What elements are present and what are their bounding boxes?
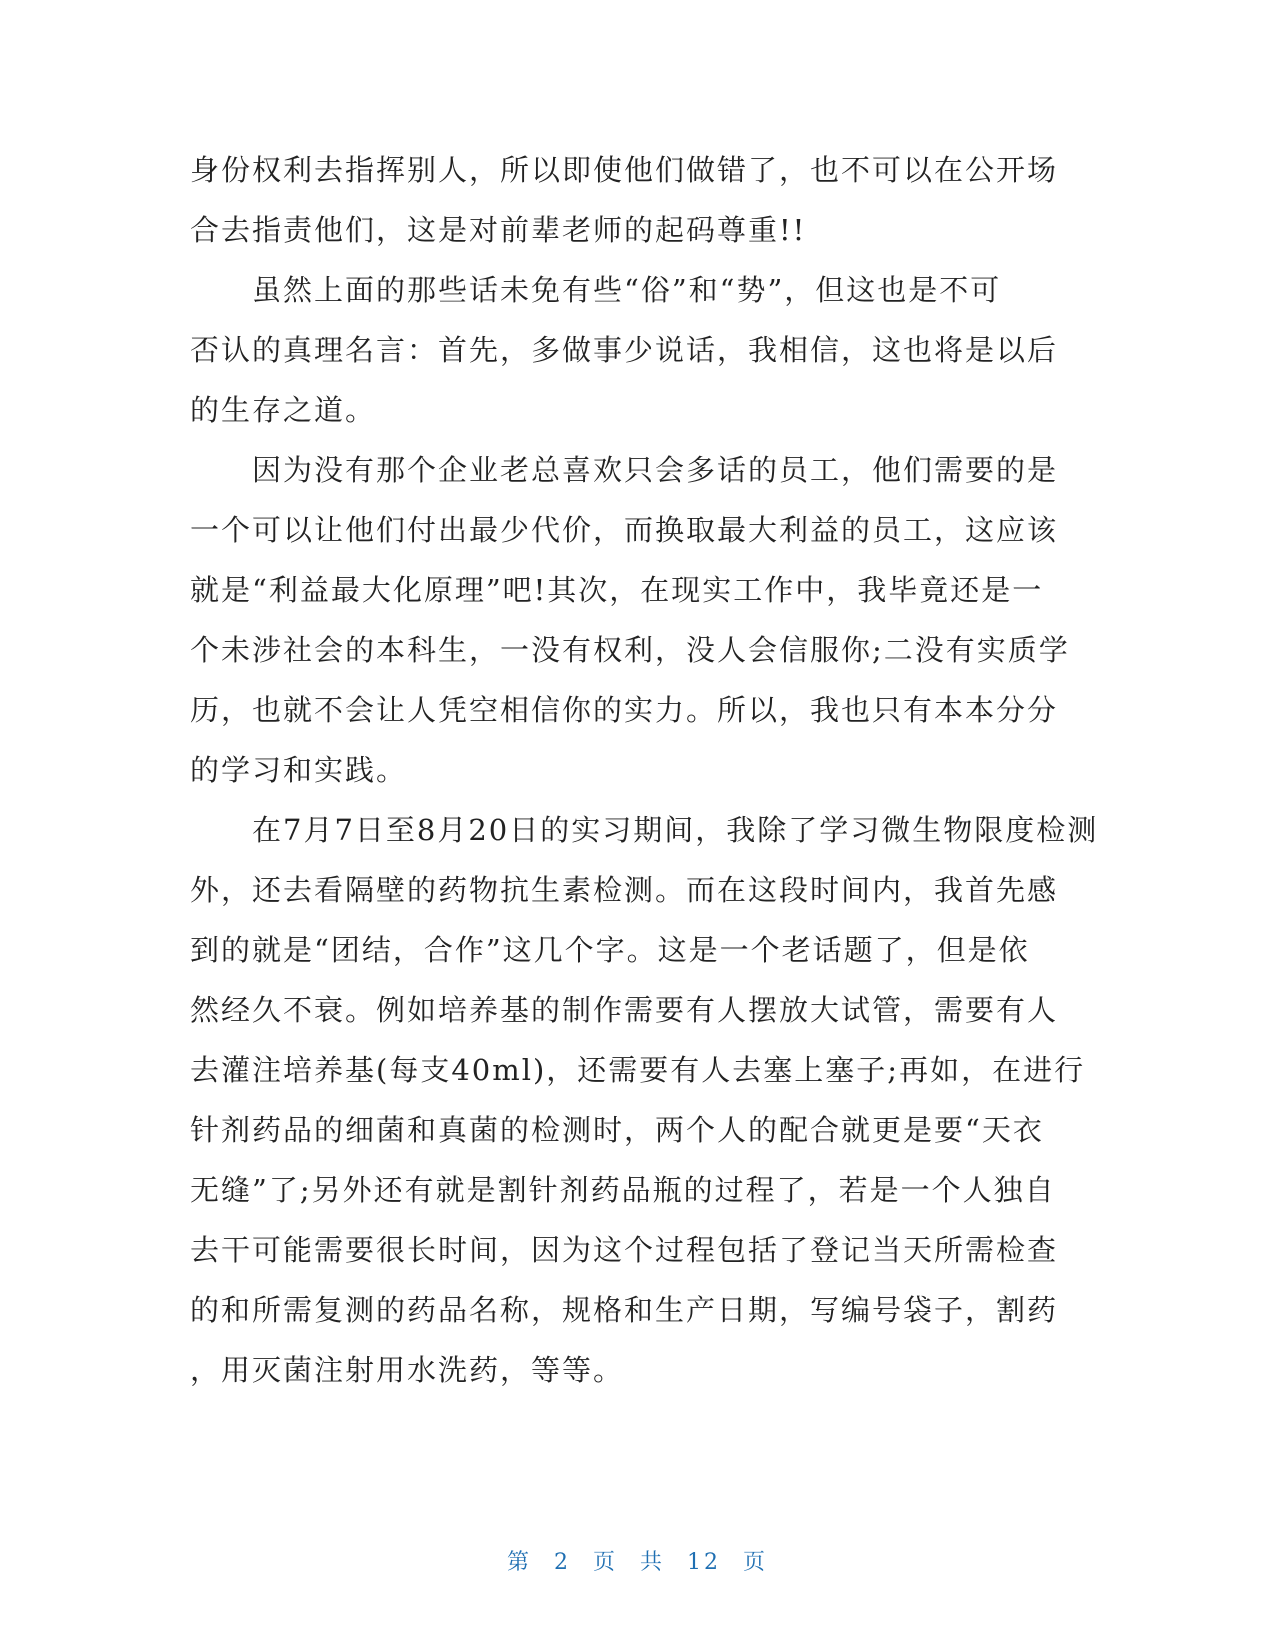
text-line: 虽然上面的那些话未免有些“俗”和“势”，但这也是不可	[190, 273, 1002, 307]
text-line: 否认的真理名言：首先，多做事少说话，我相信，这也将是以后	[190, 333, 1059, 367]
text-line: 去灌注培养基(每支40ml)，还需要有人去塞上塞子;再如，在进行	[190, 1053, 1086, 1087]
text-line: 去干可能需要很长时间，因为这个过程包括了登记当天所需检查	[190, 1233, 1059, 1267]
text-line: 到的就是“团结，合作”这几个字。这是一个老话题了，但是依	[190, 933, 1030, 967]
footer-total-pages: 12	[687, 1550, 722, 1575]
footer-current-page: 2	[553, 1550, 571, 1575]
text-line: 在7月7日至8月20日的实习期间，我除了学习微生物限度检测	[190, 813, 1099, 847]
footer-total-word: 共	[640, 1550, 666, 1575]
text-line: 个未涉社会的本科生，一没有权利，没人会信服你;二没有实质学	[190, 633, 1070, 667]
text-line: 合去指责他们，这是对前辈老师的起码尊重!!	[190, 213, 807, 247]
text-line: 针剂药品的细菌和真菌的检测时，两个人的配合就更是要“天衣	[190, 1113, 1044, 1147]
text-line: 然经久不衰。例如培养基的制作需要有人摆放大试管，需要有人	[190, 993, 1059, 1027]
footer-page-word: 页	[592, 1550, 618, 1575]
text-line: 的生存之道。	[190, 393, 377, 427]
footer-prefix: 第	[506, 1550, 532, 1575]
page-footer	[0, 1545, 1275, 1576]
text-line: 一个可以让他们付出最少代价，而换取最大利益的员工，这应该	[190, 513, 1059, 547]
text-line: 就是“利益最大化原理”吧!其次，在现实工作中，我毕竟还是一	[190, 573, 1044, 607]
footer-suffix: 页	[743, 1550, 769, 1575]
text-line: 的和所需复测的药品名称，规格和生产日期，写编号袋子，割药	[190, 1293, 1059, 1327]
text-line: 的学习和实践。	[190, 753, 408, 787]
text-line: 历，也就不会让人凭空相信你的实力。所以，我也只有本本分分	[190, 693, 1059, 727]
text-line: 外，还去看隔壁的药物抗生素检测。而在这段时间内，我首先感	[190, 873, 1059, 907]
text-line: 身份权利去指挥别人，所以即使他们做错了，也不可以在公开场	[190, 153, 1059, 187]
text-line: ，用灭菌注射用水洗药，等等。	[190, 1353, 625, 1387]
text-line: 无缝”了;另外还有就是割针剂药品瓶的过程了，若是一个人独自	[190, 1173, 1056, 1207]
text-line: 因为没有那个企业老总喜欢只会多话的员工，他们需要的是	[190, 453, 1059, 487]
document-body	[190, 140, 1099, 1400]
